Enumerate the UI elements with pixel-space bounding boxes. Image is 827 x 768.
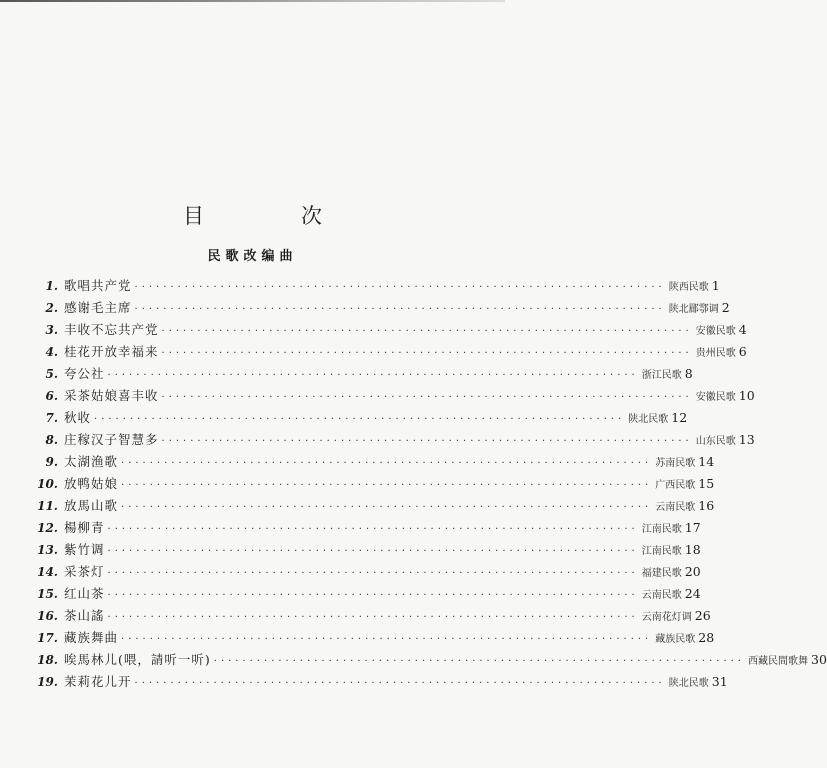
dot-leader: ·········································································· (161, 326, 693, 337)
toc-entry[interactable] (28, 583, 701, 605)
entry-title: 庄稼汉子智慧多 (64, 432, 159, 447)
entry-source: 苏南民歌 (655, 458, 696, 469)
entry-source: 西藏民間歌舞 (748, 656, 808, 667)
entry-number: 6. (45, 389, 58, 403)
entry-page: 16 (698, 498, 715, 513)
toc-entry[interactable] (28, 451, 715, 473)
entry-source: 陕北郿鄠调 (668, 304, 719, 315)
entry-title: 紫竹调 (64, 542, 105, 557)
dot-leader: ·········································································· (107, 612, 639, 623)
toc-entry[interactable] (28, 363, 693, 385)
entry-source: 安徽民歌 (695, 392, 736, 403)
entry-number: 17. (37, 631, 58, 645)
entry-title: 茶山謠 (64, 608, 105, 623)
entry-source: 江南民歌 (641, 524, 682, 535)
entry-page: 10 (738, 388, 755, 403)
toc-entry[interactable] (28, 605, 711, 627)
toc-entry[interactable] (28, 539, 701, 561)
entry-page: 8 (684, 366, 693, 381)
toc-entry[interactable] (28, 671, 728, 693)
entry-page: 4 (738, 322, 747, 337)
entry-page: 13 (738, 432, 755, 447)
entry-title: 采茶灯 (64, 564, 105, 579)
entry-number: 5. (45, 367, 58, 381)
entry-number: 12. (37, 521, 58, 535)
entry-page: 15 (698, 476, 715, 491)
entry-title: 歌唱共产党 (64, 278, 132, 293)
entry-number: 8. (45, 433, 58, 447)
dot-leader: ·········································································· (134, 282, 666, 293)
entry-source: 山东民歌 (695, 436, 736, 447)
toc-entry[interactable] (28, 495, 715, 517)
entry-number: 9. (45, 455, 58, 469)
toc-list (28, 275, 827, 693)
entry-number: 2. (45, 301, 58, 315)
dot-leader: ·········································································· (121, 480, 653, 491)
dot-leader: ·········································································· (107, 590, 639, 601)
dot-leader: ·········································································· (107, 546, 639, 557)
entry-page: 30 (811, 652, 827, 667)
entry-source: 安徽民歌 (695, 326, 736, 337)
entry-title: 放鸭姑娘 (64, 476, 119, 491)
entry-title: 秋收 (64, 410, 92, 425)
entry-number: 13. (37, 543, 58, 557)
entry-source: 云南民歌 (641, 590, 682, 601)
entry-page: 28 (698, 630, 715, 645)
dot-leader: ·········································································· (121, 502, 653, 513)
entry-source: 藏族民歌 (655, 634, 696, 645)
entry-page: 12 (671, 410, 688, 425)
toc-entry[interactable] (28, 341, 747, 363)
entry-title: 桂花开放幸福来 (64, 344, 159, 359)
entry-page: 18 (684, 542, 701, 557)
entry-title: 太湖渔歌 (64, 454, 119, 469)
dot-leader: ·········································································· (94, 414, 626, 425)
dot-leader: ·········································································· (107, 370, 639, 381)
entry-title: 放馬山歌 (64, 498, 119, 513)
entry-source: 云南民歌 (655, 502, 696, 513)
dot-leader: ·········································································· (121, 634, 653, 645)
entry-number: 14. (37, 565, 58, 579)
entry-source: 陕北民歌 (668, 678, 709, 689)
dot-leader: ·········································································· (161, 436, 693, 447)
entry-title: 红山茶 (64, 586, 105, 601)
entry-source: 浙江民歌 (641, 370, 682, 381)
entry-page: 24 (684, 586, 701, 601)
dot-leader: ·········································································· (121, 458, 653, 469)
entry-title: 夸公社 (64, 366, 105, 381)
entry-number: 15. (37, 587, 58, 601)
entry-source: 云南花灯调 (641, 612, 692, 623)
entry-page: 14 (698, 454, 715, 469)
entry-number: 4. (45, 345, 58, 359)
entry-title: 唉馬林儿(喂，請听一听) (64, 652, 211, 667)
entry-page: 17 (684, 520, 701, 535)
toc-entry[interactable] (28, 407, 688, 429)
entry-number: 18. (37, 653, 58, 667)
toc-entry[interactable] (28, 473, 715, 495)
toc-entry[interactable] (28, 275, 720, 297)
entry-number: 19. (37, 675, 58, 689)
entry-title: 藏族舞曲 (64, 630, 119, 645)
toc-entry[interactable] (28, 627, 715, 649)
dot-leader: ·········································································· (134, 678, 666, 689)
entry-page: 6 (738, 344, 747, 359)
entry-page: 26 (694, 608, 711, 623)
toc-entry[interactable] (28, 319, 747, 341)
entry-source: 陕西民歌 (668, 282, 709, 293)
toc-entry[interactable] (28, 649, 827, 671)
dot-leader: ·········································································· (161, 392, 693, 403)
dot-leader: ·········································································· (107, 568, 639, 579)
dot-leader: ·········································································· (161, 348, 693, 359)
entry-page: 20 (684, 564, 701, 579)
entry-number: 3. (45, 323, 58, 337)
entry-title: 采茶姑娘喜丰收 (64, 388, 159, 403)
top-edge-rule (0, 0, 505, 2)
toc-heading: 目 次 (183, 204, 360, 228)
entry-page: 2 (721, 300, 730, 315)
entry-source: 江南民歌 (641, 546, 682, 557)
entry-title: 感谢毛主席 (64, 300, 132, 315)
entry-source: 福建民歌 (641, 568, 682, 579)
dot-leader: ·········································································· (213, 656, 745, 667)
entry-number: 16. (37, 609, 58, 623)
entry-title: 茉莉花儿开 (64, 674, 132, 689)
entry-number: 10. (37, 477, 58, 491)
toc-entry[interactable] (28, 385, 755, 407)
toc-entry[interactable] (28, 561, 701, 583)
section-title: 民歌改编曲 (207, 249, 298, 264)
entry-title: 楊柳青 (64, 520, 105, 535)
entry-page: 31 (711, 674, 728, 689)
entry-number: 1. (45, 279, 58, 293)
toc-entry[interactable] (28, 297, 730, 319)
entry-page: 1 (711, 278, 720, 293)
toc-entry[interactable] (28, 429, 755, 451)
entry-source: 广西民歌 (655, 480, 696, 491)
dot-leader: ·········································································· (107, 524, 639, 535)
entry-number: 11. (37, 499, 58, 513)
entry-number: 7. (45, 411, 58, 425)
entry-title: 丰收不忘共产党 (64, 322, 159, 337)
toc-entry[interactable] (28, 517, 701, 539)
entry-source: 贵州民歌 (695, 348, 736, 359)
dot-leader: ·········································································· (134, 304, 666, 315)
entry-source: 陕北民歌 (628, 414, 669, 425)
